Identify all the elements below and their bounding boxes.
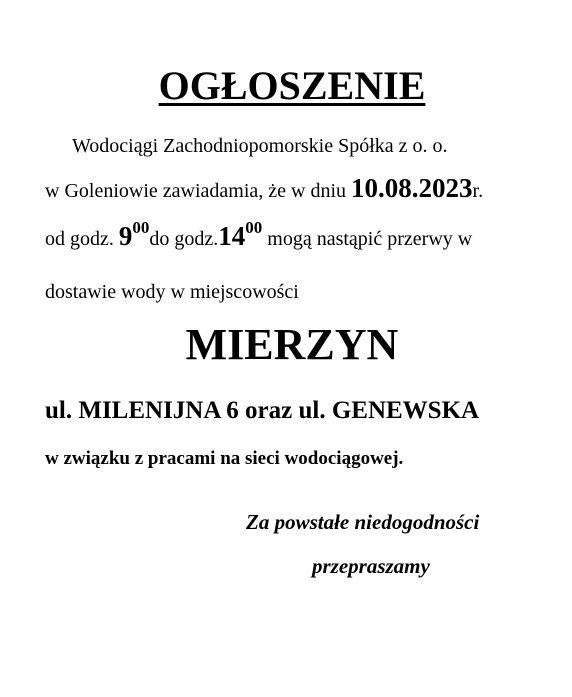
notice-title: OGŁOSZENIE xyxy=(158,63,426,108)
apology-line-1: Za powstałe niedogodności xyxy=(246,510,480,534)
supply-line: dostawie wody w miejscowości xyxy=(45,281,299,303)
to-minutes: 00 xyxy=(245,218,263,237)
apology-line-2: przepraszamy xyxy=(312,554,430,578)
announcement-prefix: w Goleniowie zawiadamia, że w dniu xyxy=(45,180,352,202)
to-label: do godz. xyxy=(149,228,219,250)
from-label: od godz. xyxy=(45,228,119,250)
from-minutes: 00 xyxy=(132,218,150,237)
reason-line: w związku z pracami na sieci wodociągowej. xyxy=(45,448,404,469)
place-name: MIERZYN xyxy=(185,320,399,369)
notice-date: 10.08.2023 xyxy=(351,173,473,203)
date-suffix: r. xyxy=(472,180,484,202)
from-hour: 9 xyxy=(118,221,133,251)
hours-line xyxy=(45,218,473,251)
interruption-text: mogą nastąpić przerwy w xyxy=(262,228,473,250)
to-hour: 14 xyxy=(218,221,246,251)
announcement-line xyxy=(45,175,483,202)
streets-line: ul. MILENIJNA 6 oraz ul. GENEWSKA xyxy=(45,397,480,424)
company-line: Wodociągi Zachodniopomorskie Spółka z o. o. xyxy=(72,135,448,157)
